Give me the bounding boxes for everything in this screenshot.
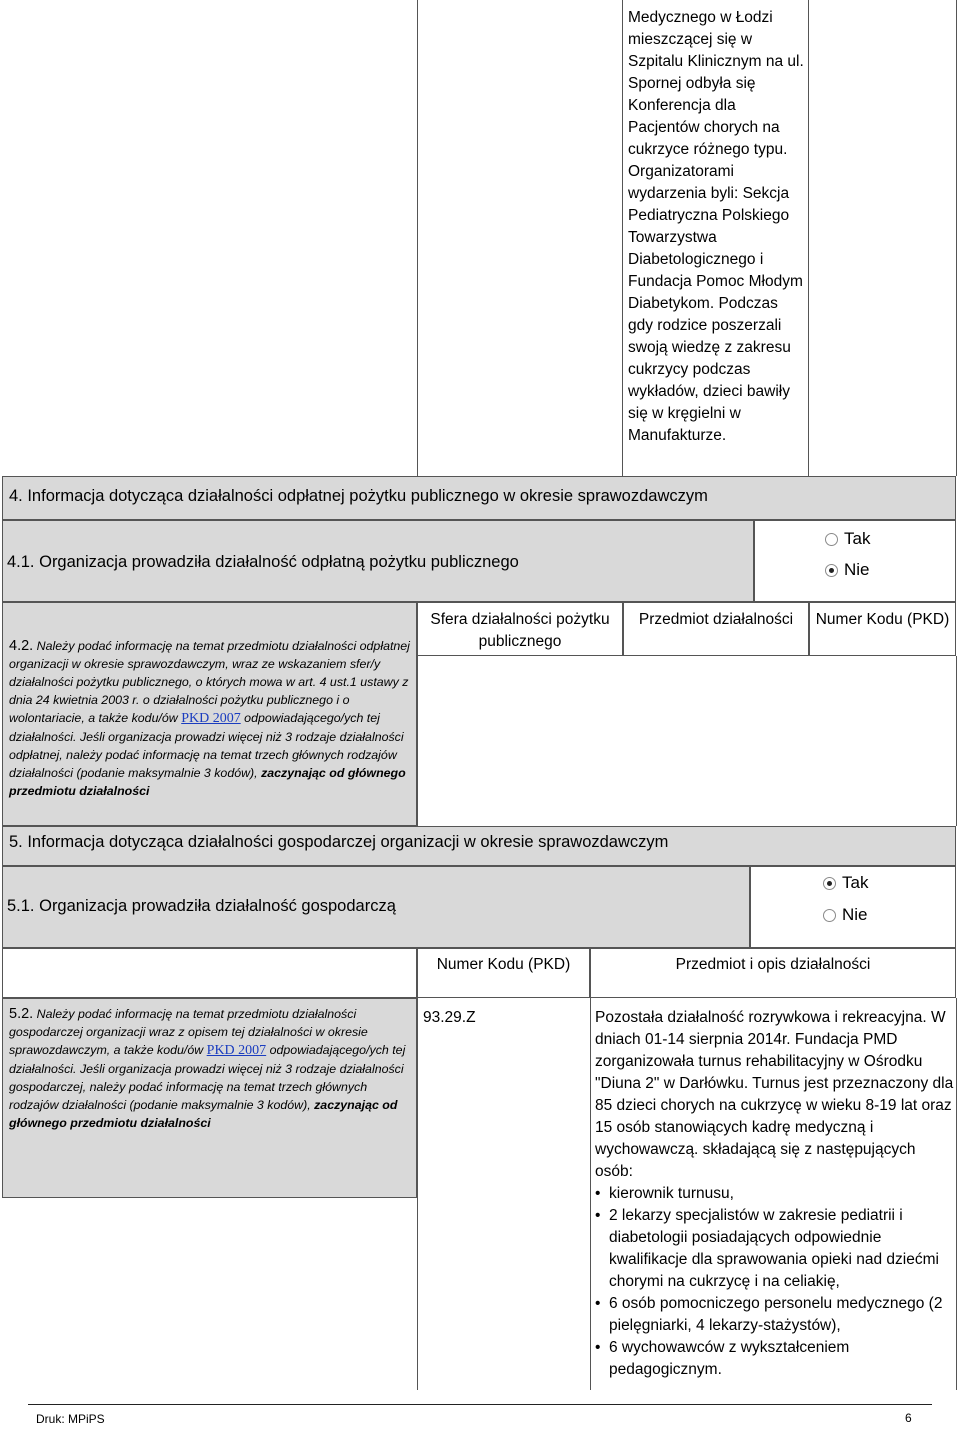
q52-number: 5.2. [9,1006,34,1022]
pkd-2007-link[interactable]: PKD 2007 [206,1043,267,1058]
previous-activity-description: Medycznego w Łodzi mieszczącej się w Szpitalu Klinicznym na ul. Spornej odbyła się Konferencja dla Pacjentów chorych na cukrzyce różnego typu. Organizatorami wydarzenia byli: Sekcja Pediatryczna Polskiego Towarzystwa Diabetologicznego i Fundacja Pomoc Młodym Diabetykom. Podczas gdy rodzice poszerzali swoją wiedzę z zakresu cukrzycy podczas wykładów, dzieci bawiły się w kręgielni w Manufakturze. [628,9,804,444]
section-5-title: 5. Informacja dotycząca działalności gospodarczej organizacji w okresie sprawozdawczym [9,833,669,851]
col-sphere-header-text: Sfera działalności pożytku publicznego [430,611,610,650]
q52-instruction-cell [2,998,417,1198]
radio-selected-icon[interactable] [823,877,836,890]
q52-col-subject-header [590,948,956,998]
q42-text-a: Należy podać informację na temat przedmiotu działalności odpłatnej organizacji w okresie sprawozdawczym, wraz ze wskazaniem sfer/y działalności pożytku publicznego, o których mowa w art. 4 ust.1 ustawy z dnia 24 kwietnia 2003 r. o działalności pożytku publicznego i o wolontariacie, a także kodu/ów [9,639,410,725]
activity-description-text: Pozostała działalność rozrywkowa i rekreacyjna. W dniach 01-14 sierpnia 2014r. Fundacja PMD zorganizowała turnus rehabilitacyjny w Ośrodku "Diuna 2" w Darłówku. Turnus jest przeznaczony dla 85 dzieci chorych na cukrzycę w wieku 8-19 lat oraz 15 osób stanowiących kadrę medyczną i wychowawczą. składającą się z następujących osób: [595,1009,954,1180]
q42-instruction-cell [2,602,417,826]
q51-option-yes[interactable] [823,871,955,895]
q42-text-bold: zaczynając od głównego przedmiotu działalności [9,766,406,798]
q41-label: 4.1. Organizacja prowadziła działalność odpłatną pożytku publicznego [7,553,519,571]
section-4-title-bar [2,476,956,520]
q41-options-cell [754,520,956,602]
q42-instruction [9,637,410,800]
q52-text-a: Należy podać informację na temat przedmiotu działalności gospodarczej organizacji wraz z opisem tej działalności w okresie sprawozdawczym, a także kodu/ów [9,1007,368,1057]
col-sphere-header [417,602,623,656]
footer-print-label: Druk: MPiPS [36,1412,105,1426]
q42-number: 4.2. [9,638,34,654]
radio-icon[interactable] [823,909,836,922]
q51-label-cell [2,866,750,948]
page-number: 6 [905,1411,912,1425]
q52-col-subject-header-text: Przedmiot i opis działalności [675,956,871,973]
q51-yes-label: Tak [842,873,869,892]
q52-text-b: odpowiadającego/ych tej działalności. Jeśli organizacja prowadzi więcej niż 3 rodzaje działalności gospodarczej, należy podać informację na temat trzech głównych rodzajów działalności (podanie maksymalnie 3 kodów), [9,1043,406,1112]
staff-list [595,1183,955,1381]
q41-no-label: Nie [844,560,870,579]
list-item: • 6 wychowawców z wykształceniem pedagogicznym. [595,1337,955,1381]
list-item: • 6 osób pomocniczego personelu medycznego (2 pielęgniarki, 4 lekarzy-stażystów), [595,1293,955,1337]
section-4-title: 4. Informacja dotycząca działalności odpłatnej pożytku publicznego w okresie sprawozdawczym [9,487,708,505]
col-code-header [809,602,956,656]
q41-option-no[interactable] [825,558,955,582]
q51-no-label: Nie [842,905,868,924]
q52-text-bold: zaczynając od głównego przedmiotu działalności [9,1098,398,1130]
q51-option-no[interactable] [823,903,955,927]
radio-selected-icon[interactable] [825,564,838,577]
q41-label-cell [2,520,754,602]
col-subject-header-text: Przedmiot działalności [638,611,794,628]
q41-yes-label: Tak [844,529,871,548]
q52-header-blank [2,948,417,998]
col-code-header-text: Numer Kodu (PKD) [815,611,950,628]
activity-description [595,1007,955,1381]
list-item: • kierownik turnusu, [595,1183,955,1205]
q51-label: 5.1. Organizacja prowadziła działalność gospodarczą [7,897,396,915]
q52-col-code-header-text: Numer Kodu (PKD) [436,956,571,973]
q52-col-code-header [417,948,590,998]
pkd-2007-link[interactable]: PKD 2007 [181,711,241,726]
list-item: • 2 lekarzy specjalistów w zakresie pediatrii i diabetologii posiadających odpowiednie kwalifikacje dla sprawowania opieki nad dziećmi chorymi na cukrzycę i na celiakię, [595,1205,955,1293]
q42-text-b: odpowiadającego/ych tej działalności. Jeśli organizacja prowadzi więcej niż 3 rodzaje działalności odpłatnej, należy podać informację na temat trzech głównych rodzajów działalności (podanie maksymalnie 3 kodów), [9,711,404,780]
radio-icon[interactable] [825,533,838,546]
pkd-code-value: 93.29.Z [423,1009,476,1026]
section-5-title-bar [2,826,956,866]
col-subject-header [623,602,809,656]
q51-options-cell [750,866,956,948]
q52-instruction [9,1005,410,1132]
q41-option-yes[interactable] [825,527,955,551]
